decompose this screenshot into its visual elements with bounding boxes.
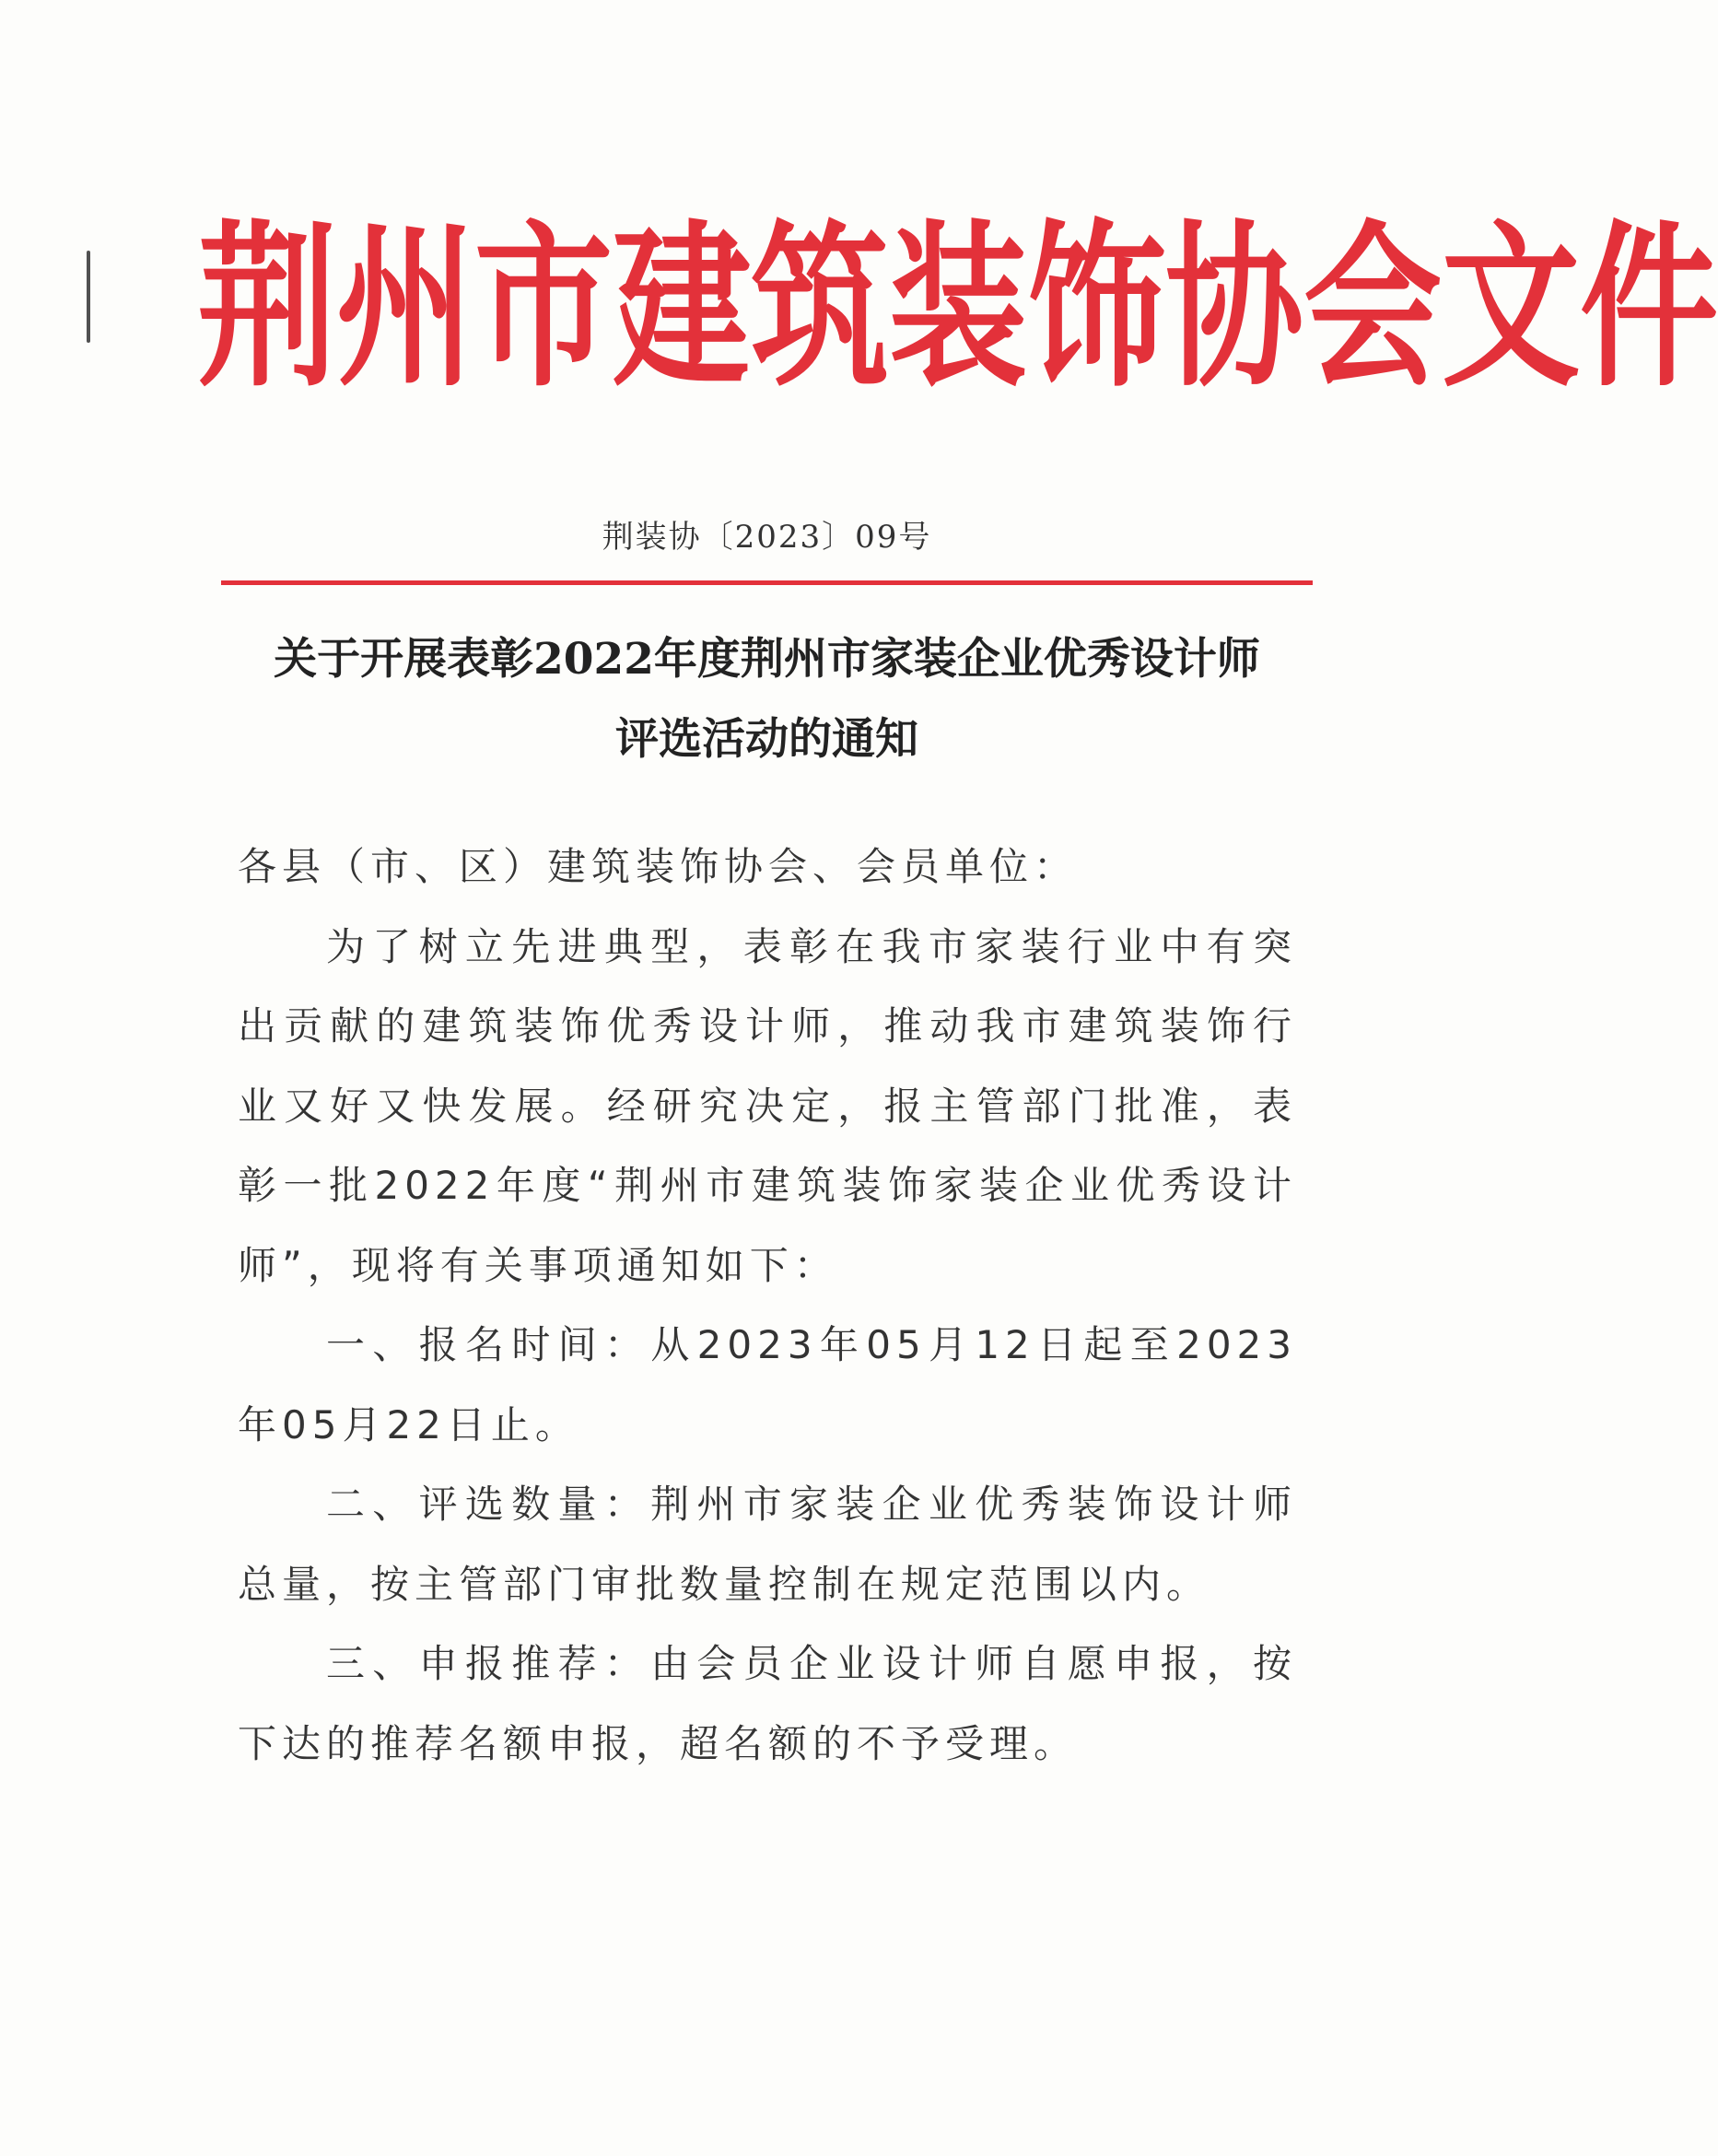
masthead-char: 筑 — [751, 205, 890, 412]
paragraph-selection-quantity: 二、评选数量：荆州市家装企业优秀装饰设计师总量，按主管部门审批数量控制在规定范围以内。 — [238, 1482, 1297, 1607]
masthead-char: 建 — [613, 205, 752, 412]
masthead-char: 文 — [1442, 205, 1581, 412]
masthead-char: 协 — [1165, 205, 1304, 412]
red-divider — [221, 580, 1313, 585]
masthead-char: 会 — [1303, 205, 1443, 412]
masthead-char: 饰 — [1027, 205, 1166, 412]
masthead-char: 荆 — [198, 205, 337, 412]
masthead-char: 市 — [474, 205, 614, 412]
paragraph-intro: 为了树立先进典型，表彰在我市家装行业中有突出贡献的建筑装饰优秀设计师，推动我市建筑装饰行业又好又快发展。经研究决定，报主管部门批准，表彰一批2022年度“荆州市建筑装饰家装企业优秀设计师”，现将有关事项通知如下： — [238, 923, 1297, 1288]
document-title-line-1: 关于开展表彰2022年度荆州市家装企业优秀设计师 — [274, 634, 1260, 685]
masthead-char: 装 — [889, 205, 1028, 412]
document-body — [238, 827, 1297, 1784]
document-number: 荆装协〔2023〕09号 — [602, 519, 932, 556]
paragraph-registration-time: 一、报名时间：从2023年05月12日起至2023年05月22日止。 — [238, 1322, 1297, 1447]
salutation: 各县（市、区）建筑装饰协会、会员单位： — [238, 844, 1079, 889]
masthead-char: 州 — [336, 205, 475, 412]
document-masthead — [198, 205, 1718, 412]
document-title-line-2: 评选活动的通知 — [615, 714, 918, 765]
paragraph-nomination: 三、申报推荐：由会员企业设计师自愿申报，按下达的推荐名额申报，超名额的不予受理。 — [238, 1641, 1297, 1766]
binding-hole-mark — [87, 251, 90, 343]
masthead-char: 件 — [1580, 205, 1718, 412]
